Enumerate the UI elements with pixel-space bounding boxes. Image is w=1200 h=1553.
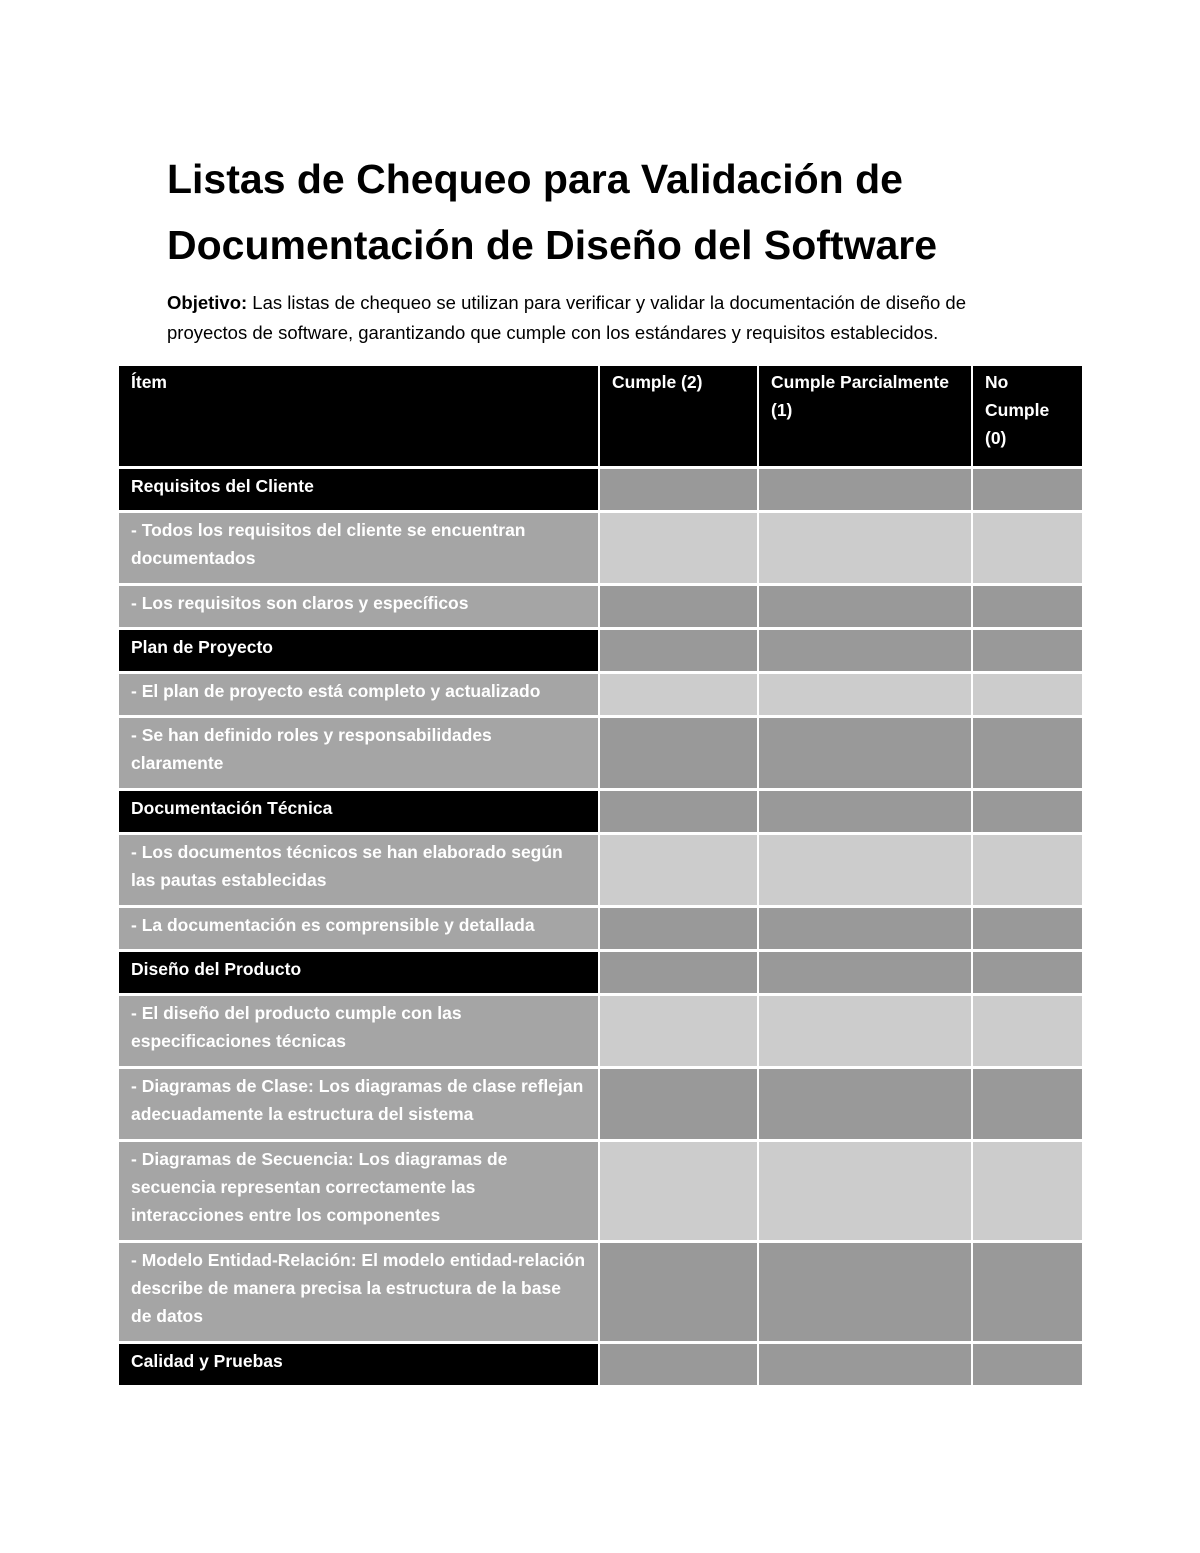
section-label: Diseño del Producto xyxy=(119,952,600,996)
checklist-table xyxy=(119,366,1082,1388)
table-row xyxy=(119,513,1082,586)
cumple-cell[interactable] xyxy=(600,1344,759,1388)
no-cumple-cell[interactable] xyxy=(973,1142,1082,1243)
table-row xyxy=(119,674,1082,718)
section-row xyxy=(119,952,1082,996)
header-item: Ítem xyxy=(119,366,600,469)
item-label: - La documentación es comprensible y detallada xyxy=(119,908,600,952)
no-cumple-cell[interactable] xyxy=(973,791,1082,835)
item-label: - El diseño del producto cumple con las especificaciones técnicas xyxy=(119,996,600,1069)
parcial-cell[interactable] xyxy=(759,1243,973,1344)
parcial-cell[interactable] xyxy=(759,1069,973,1142)
section-row xyxy=(119,469,1082,513)
parcial-cell[interactable] xyxy=(759,586,973,630)
section-label: Documentación Técnica xyxy=(119,791,600,835)
no-cumple-cell[interactable] xyxy=(973,908,1082,952)
cumple-cell[interactable] xyxy=(600,908,759,952)
no-cumple-cell[interactable] xyxy=(973,1069,1082,1142)
no-cumple-cell[interactable] xyxy=(973,952,1082,996)
parcial-cell[interactable] xyxy=(759,674,973,718)
cumple-cell[interactable] xyxy=(600,674,759,718)
title-line-2: Documentación de Diseño del Software xyxy=(167,222,938,268)
table-row xyxy=(119,835,1082,908)
item-label: - Se han definido roles y responsabilidades claramente xyxy=(119,718,600,791)
no-cumple-cell[interactable] xyxy=(973,630,1082,674)
header-cumple-parcialmente: Cumple Parcialmente (1) xyxy=(759,366,973,469)
table-row xyxy=(119,908,1082,952)
parcial-cell[interactable] xyxy=(759,952,973,996)
table-row xyxy=(119,1142,1082,1243)
cumple-cell[interactable] xyxy=(600,469,759,513)
table-row xyxy=(119,1243,1082,1344)
parcial-cell[interactable] xyxy=(759,469,973,513)
item-label: - Diagramas de Clase: Los diagramas de clase reflejan adecuadamente la estructura del sistema xyxy=(119,1069,600,1142)
parcial-cell[interactable] xyxy=(759,630,973,674)
objective-label: Objetivo: xyxy=(167,292,248,313)
no-cumple-cell[interactable] xyxy=(973,996,1082,1069)
item-label: - Los requisitos son claros y específicos xyxy=(119,586,600,630)
table-row xyxy=(119,996,1082,1069)
section-label: Plan de Proyecto xyxy=(119,630,600,674)
no-cumple-cell[interactable] xyxy=(973,835,1082,908)
cumple-cell[interactable] xyxy=(600,835,759,908)
parcial-cell[interactable] xyxy=(759,835,973,908)
objective-paragraph xyxy=(167,288,1047,348)
objective-text: Las listas de chequeo se utilizan para verificar y validar la documentación de diseño de proyectos de software, garantizando que cumple con los estándares y requisitos establecidos. xyxy=(167,292,967,343)
cumple-cell[interactable] xyxy=(600,791,759,835)
page-title xyxy=(167,146,1067,278)
parcial-cell[interactable] xyxy=(759,718,973,791)
cumple-cell[interactable] xyxy=(600,586,759,630)
section-label: Calidad y Pruebas xyxy=(119,1344,600,1388)
table-row xyxy=(119,1069,1082,1142)
cumple-cell[interactable] xyxy=(600,1069,759,1142)
cumple-cell[interactable] xyxy=(600,1243,759,1344)
item-label: - El plan de proyecto está completo y actualizado xyxy=(119,674,600,718)
parcial-cell[interactable] xyxy=(759,1142,973,1243)
section-row xyxy=(119,630,1082,674)
parcial-cell[interactable] xyxy=(759,996,973,1069)
header-no-cumple: No Cumple (0) xyxy=(973,366,1082,469)
section-row xyxy=(119,791,1082,835)
table-row xyxy=(119,718,1082,791)
header-cumple: Cumple (2) xyxy=(600,366,759,469)
no-cumple-cell[interactable] xyxy=(973,718,1082,791)
item-label: - Diagramas de Secuencia: Los diagramas de secuencia representan correctamente las interacciones entre los componentes xyxy=(119,1142,600,1243)
section-label: Requisitos del Cliente xyxy=(119,469,600,513)
no-cumple-cell[interactable] xyxy=(973,1243,1082,1344)
cumple-cell[interactable] xyxy=(600,952,759,996)
cumple-cell[interactable] xyxy=(600,513,759,586)
no-cumple-cell[interactable] xyxy=(973,469,1082,513)
parcial-cell[interactable] xyxy=(759,791,973,835)
no-cumple-cell[interactable] xyxy=(973,1344,1082,1388)
parcial-cell[interactable] xyxy=(759,513,973,586)
title-line-1: Listas de Chequeo para Validación de xyxy=(167,156,903,202)
item-label: - Los documentos técnicos se han elaborado según las pautas establecidas xyxy=(119,835,600,908)
cumple-cell[interactable] xyxy=(600,1142,759,1243)
no-cumple-cell[interactable] xyxy=(973,586,1082,630)
cumple-cell[interactable] xyxy=(600,996,759,1069)
table-header-row xyxy=(119,366,1082,469)
parcial-cell[interactable] xyxy=(759,908,973,952)
no-cumple-cell[interactable] xyxy=(973,513,1082,586)
cumple-cell[interactable] xyxy=(600,630,759,674)
no-cumple-cell[interactable] xyxy=(973,674,1082,718)
item-label: - Modelo Entidad-Relación: El modelo entidad-relación describe de manera precisa la estructura de la base de datos xyxy=(119,1243,600,1344)
section-row xyxy=(119,1344,1082,1388)
item-label: - Todos los requisitos del cliente se encuentran documentados xyxy=(119,513,600,586)
parcial-cell[interactable] xyxy=(759,1344,973,1388)
table-row xyxy=(119,586,1082,630)
cumple-cell[interactable] xyxy=(600,718,759,791)
